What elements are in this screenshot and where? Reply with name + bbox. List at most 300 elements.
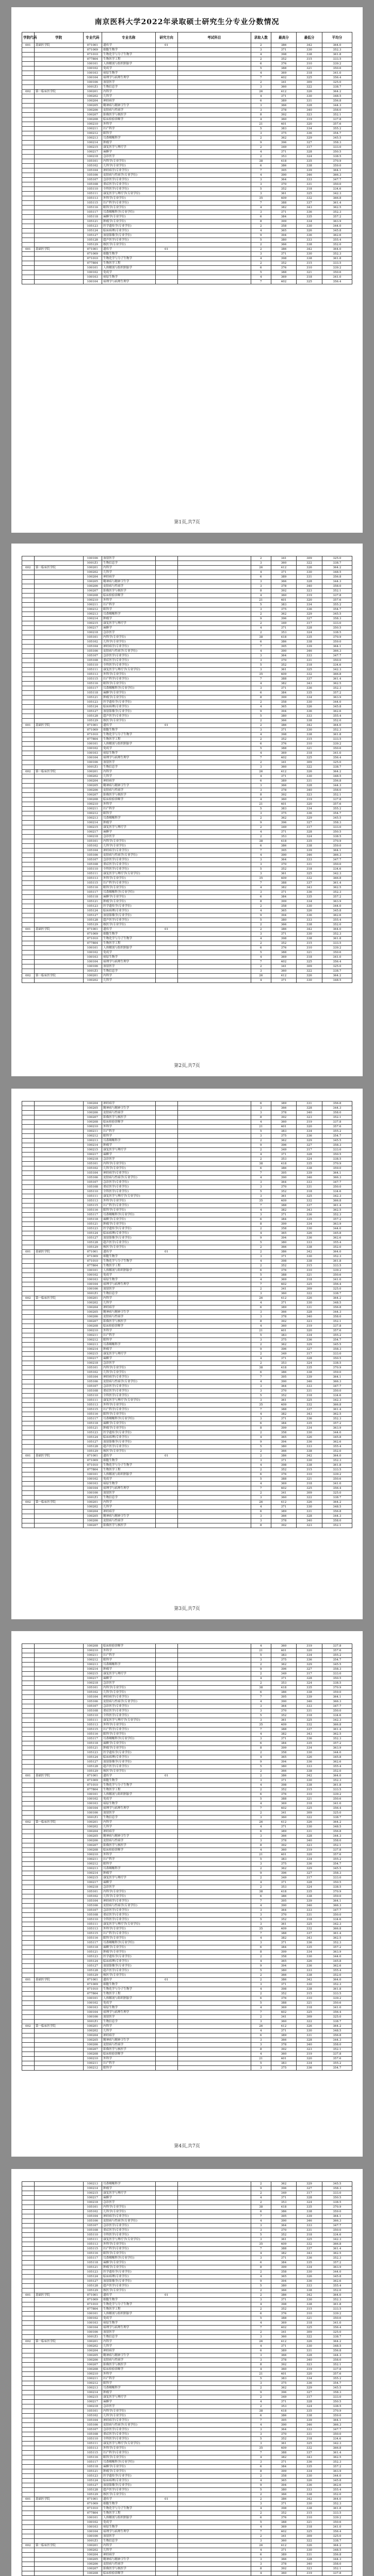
table-cell: 325.0 [322,556,352,561]
table-cell [155,2214,177,2219]
table-cell: 324 [297,155,322,159]
table-row [22,1899,352,1904]
table-row [22,1324,352,1329]
table-cell: 327 [297,1667,322,1672]
table-cell [34,2330,83,2335]
table-cell: 361 [271,192,297,196]
table-cell: 364 [271,1908,297,1913]
table-cell [155,1486,177,1491]
table-cell [177,1384,251,1389]
table-cell: 100102 [83,1477,102,1482]
table-cell [34,2200,83,2205]
table-cell [34,2395,83,2400]
table-cell: 333.0 [322,145,352,150]
table-cell: 352.1 [322,2567,352,2571]
table-cell [22,192,35,196]
table-cell [22,1268,35,1273]
table-cell [155,1718,177,1723]
table-cell: 4 [251,594,271,598]
table-cell: 326 [297,1435,322,1440]
table-cell: 378 [271,1111,297,1115]
table-cell: 338 [297,1783,322,1788]
table-cell [22,1278,35,1282]
table-cell: 38 [251,1366,271,1370]
table-cell: 334 [297,1746,322,1751]
table-cell [155,1278,177,1282]
table-cell [177,603,251,607]
table-cell: 323 [297,2363,322,2367]
table-cell: 325.0 [322,1811,352,1816]
table-cell [34,2553,83,2557]
table-cell [22,691,35,696]
table-cell: 338 [297,640,322,645]
table-cell: 318 [297,275,322,280]
table-cell: 3 [251,252,271,257]
table-cell: 366 [271,1514,297,1519]
table-cell [22,1700,35,1704]
table-row [22,2015,352,2020]
table-cell [155,1394,177,1398]
table-cell [22,1732,35,1737]
table-cell [155,1255,177,1259]
table-cell: 364.1 [322,1899,352,1904]
table-cell: 338 [297,1449,322,1454]
table-cell [22,1389,35,1394]
table-cell: 337 [297,881,322,886]
table-cell: 365 [271,705,297,709]
table-cell: 324 [297,1681,322,1686]
table-cell: 生物信息学 [102,85,155,90]
table-cell [34,80,83,85]
table-cell: 318 [297,867,322,872]
table-row [22,932,352,937]
table-cell [155,1236,177,1241]
table-cell: 358.3 [322,1871,352,1876]
table-cell: 临床检验诊断学 [102,2052,155,2057]
table-row [22,1969,352,1973]
table-cell [155,932,177,937]
table-cell: 105106 [83,1176,102,1180]
table-cell: 325 [297,1718,322,1723]
table-cell [177,1162,251,1166]
table-cell [22,117,35,122]
table-cell [155,1927,177,1931]
table-cell: 366 [271,2289,297,2293]
table-cell: 儿科学 [102,774,155,779]
table-cell [155,821,177,825]
table-cell: 外科学(专业学位) [102,1723,155,1727]
table-cell: 7 [251,201,271,206]
table-cell: 361.4 [322,1727,352,1732]
table-cell [155,682,177,686]
table-cell: 334.6 [322,187,352,192]
table-cell: 6 [251,2033,271,2038]
table-cell: 378 [271,1839,297,1843]
table-cell [155,62,177,66]
table-cell: 105117 [83,890,102,895]
table-cell [155,1162,177,1166]
table-cell: 364.0 [322,1454,352,1459]
table-cell: 390 [271,1176,297,1180]
table-cell: 375 [271,2066,297,2071]
table-cell: 380 [271,1241,297,1245]
table-cell [22,2530,35,2534]
table-row [22,658,352,663]
table-cell: 325 [297,1398,322,1403]
table-cell: 339.2 [322,266,352,270]
table-cell [34,1806,83,1811]
table-cell [22,932,35,937]
table-row [22,233,352,238]
table-cell: 355.4 [322,714,352,719]
table-cell [34,1129,83,1134]
table-cell: 5 [251,951,271,955]
table-cell: 331 [297,1101,322,1106]
table-cell: 384 [271,1945,297,1950]
table-cell: 382 [271,206,297,210]
table-cell: 6 [251,640,271,645]
table-cell: 7 [251,280,271,284]
table-cell [22,1208,35,1213]
table-cell: 358.0 [322,788,352,793]
table-cell: 333 [297,238,322,243]
table-cell [22,206,35,210]
table-cell: 359.0 [322,164,352,168]
table-cell: 328 [297,2353,322,2358]
table-cell [177,2497,251,2502]
table-cell [177,1111,251,1115]
table-cell [155,192,177,196]
table-cell: 371 [271,1255,297,1259]
table-cell [22,1885,35,1890]
table-cell: 355.4 [322,238,352,243]
table-cell: 眼科学(专业学位) [102,886,155,890]
table-row [22,645,352,649]
table-cell: 333 [297,1765,322,1769]
table-cell [155,1166,177,1171]
table-cell [155,1941,177,1945]
table-cell [177,53,251,57]
table-cell: 315 [297,737,322,742]
table-cell [22,1408,35,1412]
table-cell: 323 [297,113,322,117]
table-cell: 371 [271,252,297,257]
table-cell: 388 [271,2316,297,2321]
table-cell: 100215 [83,1352,102,1357]
table-cell: 8 [251,900,271,904]
table-cell [22,261,35,266]
table-cell: 001 [22,43,35,48]
table-cell: 338 [297,2414,322,2418]
table-cell [177,1936,251,1941]
table-cell [22,1403,35,1408]
table-cell [155,1811,177,1816]
table-row [22,1681,352,1686]
table-cell [155,2400,177,2404]
table-cell [177,2284,251,2289]
table-cell: 071010 [83,2302,102,2307]
table-cell [155,1649,177,1653]
table-cell [22,1199,35,1204]
table-cell: 392 [271,113,297,117]
table-cell: 318 [297,955,322,960]
table-row [22,1153,352,1157]
table-cell [34,946,83,951]
table-cell [177,90,251,94]
table-cell [177,580,251,584]
table-cell [34,1231,83,1236]
table-cell: 临床检验诊断学 [102,798,155,802]
table-cell: 105118 [83,691,102,696]
table-cell: 366 [271,1449,297,1454]
table-cell [22,48,35,53]
table-cell [155,798,177,802]
table-cell: 105101 [83,1686,102,1690]
table-cell: 002 [22,2024,35,2029]
table-cell: 麻醉学(专业学位) [102,2261,155,2265]
table-cell [34,696,83,700]
table-cell [155,2404,177,2409]
table-cell [22,1171,35,1176]
table-cell: 366.8 [322,672,352,677]
table-cell [34,2423,83,2428]
table-row [22,229,352,233]
table-cell: 3 [251,872,271,876]
table-cell: 2 [251,1250,271,1255]
table-cell [22,2488,35,2493]
table-cell: 357.2 [322,1421,352,1426]
table-cell [34,1653,83,1658]
table-cell: 100217 [83,1153,102,1157]
table-cell: 放射医学 [102,2330,155,2335]
table-cell: 麻醉学 [102,626,155,631]
table-cell [177,937,251,941]
table-cell: 376 [271,2312,297,2316]
table-cell [155,700,177,705]
table-cell: 358.0 [322,1315,352,1319]
table-cell: 358.3 [322,141,352,145]
table-cell [177,159,251,164]
table-cell [155,802,177,807]
table-cell: 5 [251,1765,271,1769]
table-cell [155,835,177,839]
table-cell [22,1834,35,1839]
table-cell [155,257,177,261]
table-cell: 330 [297,1301,322,1306]
table-cell [177,2224,251,2228]
table-cell: 355.4 [322,918,352,923]
table-cell: 375 [271,1862,297,1867]
table-row [22,1347,352,1352]
table-cell [22,2200,35,2205]
table-cell: 388 [271,66,297,71]
table-cell: 眼科学(专业学位) [102,2455,155,2460]
table-cell [177,835,251,839]
table-cell: 355.2 [322,1333,352,1338]
table-cell: 341.0 [322,275,352,280]
table-cell [155,1519,177,1523]
table-cell: 398 [271,1463,297,1468]
table-cell: 395 [271,645,297,649]
table-cell: 338.7 [322,85,352,90]
table-cell [155,566,177,570]
table-cell: 001 [22,1250,35,1255]
table-cell [155,2024,177,2029]
table-cell [34,1732,83,1737]
table-row [22,1375,352,1380]
document-page [11,7,363,533]
table-row [22,816,352,821]
table-cell: 323 [297,1319,322,1324]
table-cell: 334 [297,1222,322,1227]
table-cell: 356.8 [322,2349,352,2353]
table-cell [34,784,83,788]
table-cell [155,1347,177,1352]
table-cell [177,2233,251,2238]
table-cell [177,2377,251,2381]
table-cell [34,1361,83,1366]
table-cell: 5 [251,1445,271,1449]
table-cell: 2 [251,2404,271,2409]
table-cell [22,626,35,631]
table-cell: 323 [297,2567,322,2571]
table-cell: 儿科学(专业学位) [102,1166,155,1171]
table-cell: 生物信息学 [102,2020,155,2024]
table-cell: 362.5 [322,682,352,686]
table-cell [155,1825,177,1829]
table-cell: 21 [251,598,271,603]
table-cell [177,1727,251,1732]
table-cell: 皮肤病与性病学 [102,2043,155,2047]
table-cell: 105104 [83,2214,102,2219]
table-row [22,1514,352,1519]
table-cell [155,774,177,779]
table-cell: 100217 [83,1880,102,1885]
table-cell [177,201,251,206]
table-cell [177,1222,251,1227]
table-cell: 352.3 [322,890,352,895]
table-cell: 364.2 [322,1500,352,1505]
table-row [22,1301,352,1306]
table-row [22,1964,352,1969]
table-cell: 338.5 [322,835,352,839]
table-cell: 6 [251,164,271,168]
table-cell: 100213 [83,2386,102,2391]
table-cell: 5 [251,1241,271,1245]
table-cell [177,654,251,658]
table-cell [177,2511,251,2516]
table-cell: 急诊医学 [102,1681,155,1686]
table-cell [34,1417,83,1421]
table-cell: 337.8 [322,594,352,598]
table-cell: 333 [297,178,322,182]
table-cell [155,1969,177,1973]
table-cell: 322 [297,2335,322,2340]
table-row [22,80,352,85]
table-cell [22,182,35,187]
table-cell: 325 [297,1806,322,1811]
table-cell: 349 [271,1876,297,1880]
table-cell: 326 [297,909,322,913]
table-cell [22,2451,35,2455]
table-row [22,881,352,886]
table-cell: 26 [251,2544,271,2548]
table-cell: 366 [271,2493,297,2497]
table-cell [22,2316,35,2321]
table-cell: 超声医学(专业学位) [102,2284,155,2289]
table-cell: 妇产科学(专业学位) [102,201,155,206]
table-row [22,76,352,80]
table-cell [34,1259,83,1264]
table-cell [155,2557,177,2562]
table-cell [34,261,83,266]
table-cell: 361.4 [322,1204,352,1208]
table-cell [22,1241,35,1245]
table-cell: 361.4 [322,677,352,682]
table-row [22,1737,352,1741]
table-cell [22,2312,35,2316]
table-cell: 386 [271,2414,297,2418]
table-cell: 105108 [83,1185,102,1190]
table-cell: 394 [271,913,297,918]
table-cell [177,1959,251,1964]
table-cell: 361.4 [322,881,352,886]
table-cell: 神经病学(专业学位) [102,1171,155,1176]
table-cell [34,2446,83,2451]
table-cell [177,1431,251,1435]
table-cell [177,1148,251,1153]
table-cell: 3 [251,1398,271,1403]
table-cell: 35 [251,1723,271,1727]
table-cell: 352 [271,867,297,872]
table-cell: 362 [271,136,297,141]
table-cell [22,2460,35,2465]
table-cell [177,788,251,793]
table-cell: 妇产科学 [102,1857,155,1862]
table-cell: 细胞生物学 [102,2298,155,2302]
table-cell: 放射影像学(专业学位) [102,2483,155,2488]
table-cell: 330 [297,1825,322,1829]
table-cell: 5 [251,1714,271,1718]
table-cell [177,1658,251,1663]
table-cell: 336 [297,1213,322,1217]
table-cell: 3 [251,2460,271,2465]
table-cell: 105110 [83,663,102,668]
document-page [11,2169,363,2576]
table-cell: 105129 [83,2493,102,2497]
table-cell: 382 [271,1412,297,1417]
table-cell [22,270,35,275]
table-cell: 358.3 [322,821,352,825]
table-cell [34,1101,83,1106]
table-cell [177,1194,251,1199]
table-cell [155,2391,177,2395]
table-cell: 全科医学(专业学位) [102,2233,155,2238]
table-cell: 6 [251,62,271,66]
table-cell: 重症医学(专业学位) [102,1913,155,1918]
table-cell: 335 [297,1421,322,1426]
table-cell [34,2270,83,2275]
table-row [22,2261,352,2265]
table-cell: 001 [22,2293,35,2298]
table-cell: 5 [251,1333,271,1338]
table-cell: 370.9 [322,1686,352,1690]
table-cell: 5 [251,1857,271,1862]
table-cell: 322 [297,2539,322,2544]
table-cell: 105113 [83,876,102,881]
table-row [22,1115,352,1120]
table-cell [34,835,83,839]
